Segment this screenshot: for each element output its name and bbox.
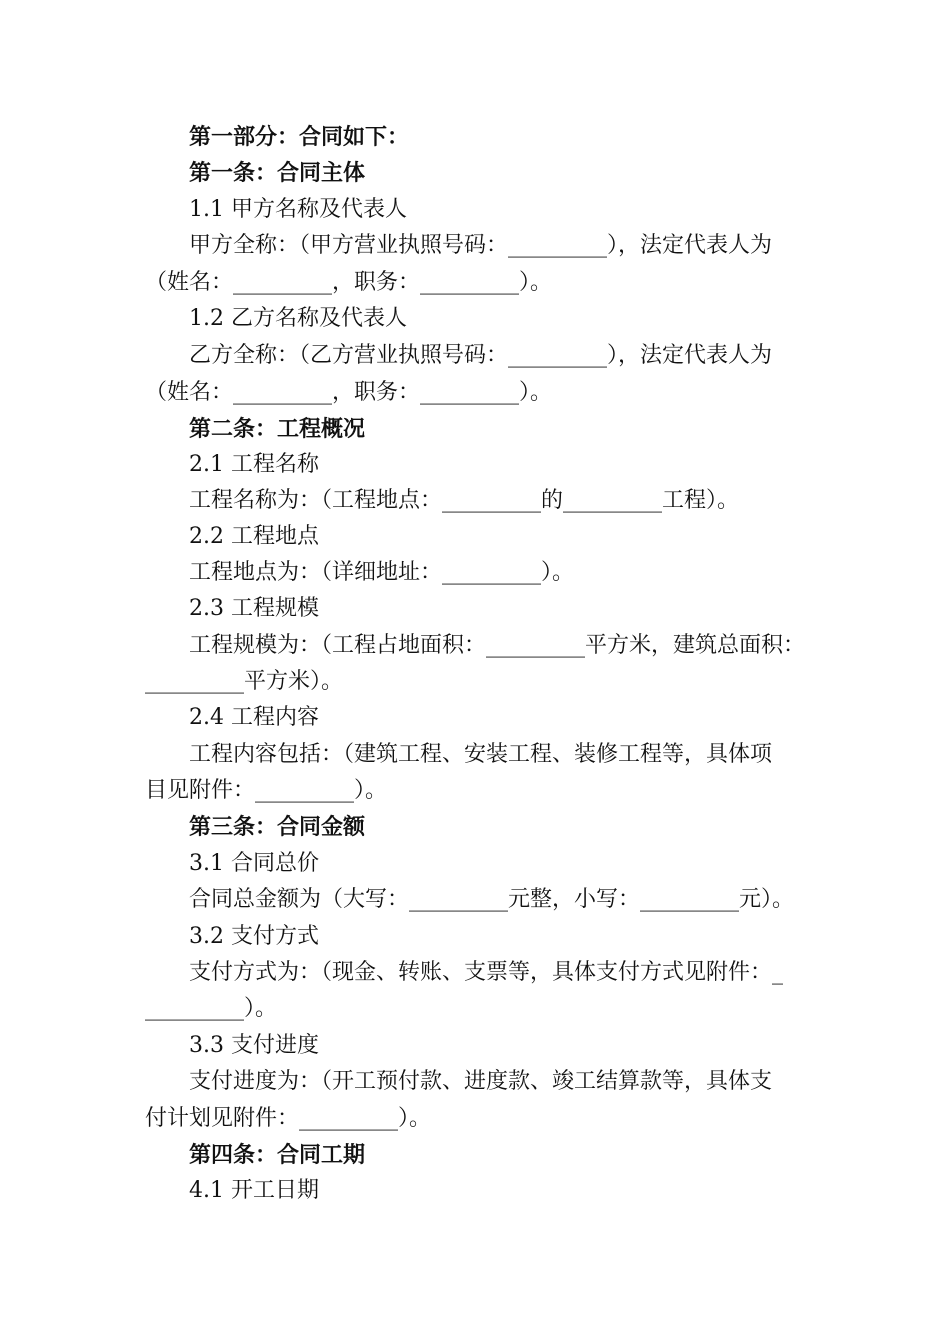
- clause-2-3-title: 2.3 工程规模: [189, 596, 319, 621]
- clause-1-1-title: 1.1 甲方名称及代表人: [189, 197, 407, 222]
- clause-3-1-title: 3.1 合同总价: [189, 851, 319, 876]
- clause-2-4-text-cont: 目见附件：_________）。: [145, 778, 388, 803]
- clause-2-3-text-cont: _________平方米）。: [145, 669, 344, 694]
- clause-1-1-text-cont: （姓名：_________，职务：_________）。: [145, 270, 553, 295]
- clause-3-3-text-cont: 付计划见附件：_________）。: [145, 1106, 432, 1131]
- clause-1-2-title: 1.2 乙方名称及代表人: [189, 306, 407, 331]
- clause-2-2-text: 工程地点为：（详细地址：_________）。: [189, 560, 575, 585]
- clause-3-2-text: 支付方式为：（现金、转账、支票等，具体支付方式见附件：_: [189, 960, 784, 985]
- clause-2-1-title: 2.1 工程名称: [189, 452, 319, 477]
- clause-2-2-title: 2.2 工程地点: [189, 524, 319, 549]
- article-2-heading: 第二条：工程概况: [189, 416, 366, 442]
- clause-1-2-text-cont: （姓名：_________，职务：_________）。: [145, 380, 553, 405]
- article-4-heading: 第四条：合同工期: [189, 1142, 366, 1168]
- article-1-heading: 第一条：合同主体: [189, 160, 366, 186]
- clause-2-1-text: 工程名称为：（工程地点：_________的_________工程）。: [189, 488, 740, 513]
- clause-1-2-text: 乙方全称：（乙方营业执照号码：_________），法定代表人为: [189, 343, 773, 368]
- clause-2-4-title: 2.4 工程内容: [189, 705, 319, 730]
- clause-3-3-title: 3.3 支付进度: [189, 1033, 319, 1058]
- clause-3-3-text: 支付进度为：（开工预付款、进度款、竣工结算款等，具体支: [189, 1069, 773, 1094]
- clause-3-1-text: 合同总金额为（大写：_________元整，小写：_________元）。: [189, 887, 795, 912]
- clause-2-3-text: 工程规模为：（工程占地面积：_________平方米，建筑总面积：: [189, 633, 806, 658]
- part-heading: 第一部分：合同如下：: [189, 124, 410, 150]
- clause-2-4-text: 工程内容包括：（建筑工程、安装工程、装修工程等，具体项: [189, 742, 773, 767]
- clause-3-2-text-cont: _________）。: [145, 996, 278, 1021]
- article-3-heading: 第三条：合同金额: [189, 814, 366, 840]
- clause-3-2-title: 3.2 支付方式: [189, 924, 319, 949]
- clause-1-1-text: 甲方全称：（甲方营业执照号码：_________），法定代表人为: [189, 233, 773, 258]
- clause-4-1-title: 4.1 开工日期: [189, 1178, 319, 1203]
